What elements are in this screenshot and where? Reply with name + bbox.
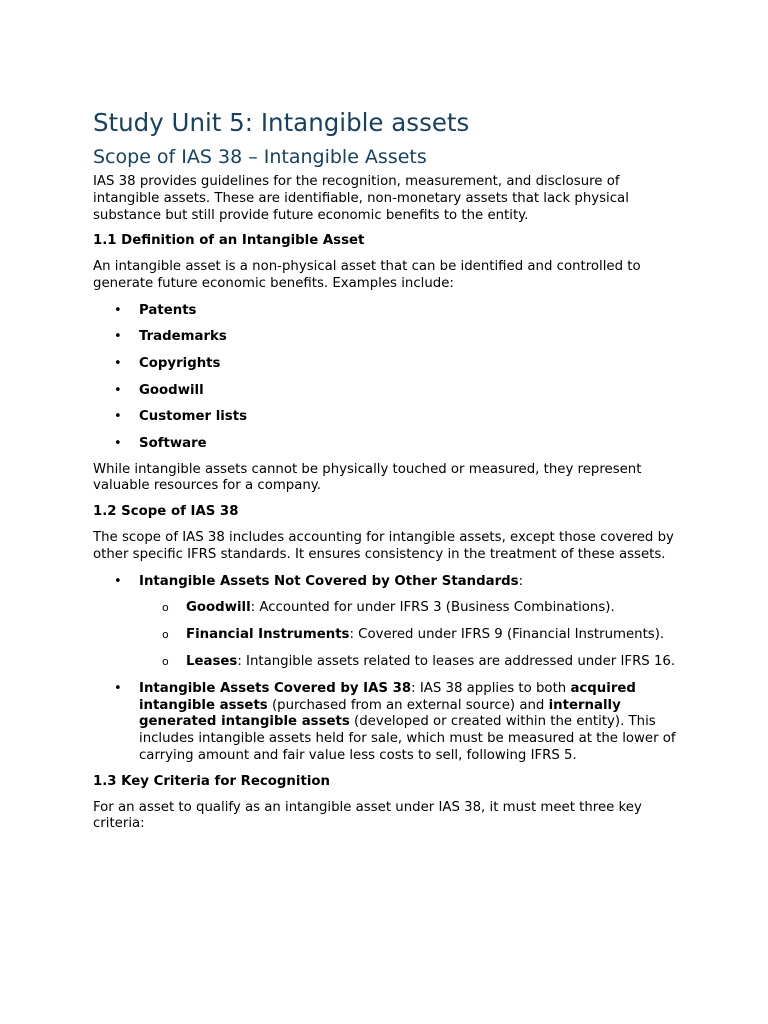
scope-list [93, 574, 683, 765]
closing-paragraph: While intangible assets cannot be physically touched or measured, they represent valuable resources for a company. [93, 461, 642, 494]
section-subtitle: Scope of IAS 38 – Intangible Assets [93, 146, 427, 168]
heading-1-3: 1.3 Key Criteria for Recognition [93, 773, 330, 789]
list-item: • Software [114, 435, 207, 451]
circle-bullet-icon: o [162, 654, 169, 668]
intro-paragraph: IAS 38 provides guidelines for the recognition, measurement, and disclosure of intangible assets. These are identifiable, non-monetary assets that lack physical substance but still provide future economic benefits to the entity. [93, 174, 629, 223]
list-item: • Patents [114, 302, 197, 318]
bullet-icon: • [114, 355, 122, 371]
bullet-icon: • [114, 382, 122, 398]
circle-bullet-icon: o [162, 628, 169, 642]
list-item: • Goodwill [114, 382, 204, 398]
bullet-icon: • [114, 409, 122, 425]
list-item-covered: • Intangible Assets Covered by IAS 38: IAS 38 applies to both acquired intangible assets (purchased from an external source) and internally generated intangible assets (developed or created within the entity). This includes intangible assets held for sale, which must be measured at the lower of carrying amount and fair value less costs to sell, following IFRS 5. [114, 680, 676, 763]
bullet-icon: • [114, 329, 122, 345]
document-body [93, 108, 683, 833]
list-item: • Copyrights [114, 355, 221, 371]
examples-list [93, 303, 683, 453]
circle-bullet-icon: o [162, 601, 169, 615]
page-title: Study Unit 5: Intangible assets [93, 108, 470, 137]
list-item: • Customer lists [114, 409, 247, 425]
sub-list-item: o Financial Instruments: Covered under IFRS 9 (Financial Instruments). [162, 627, 665, 643]
sub-list-item: o Goodwill: Accounted for under IFRS 3 (Business Combinations). [162, 600, 615, 616]
definition-paragraph: An intangible asset is a non-physical asset that can be identified and controlled to generate future economic benefits. Examples include: [93, 259, 641, 291]
heading-1-2: 1.2 Scope of IAS 38 [93, 504, 239, 520]
list-item: • Trademarks [114, 329, 227, 345]
bullet-icon: • [114, 680, 122, 696]
scope-paragraph: The scope of IAS 38 includes accounting for intangible assets, except those covered by other specific IFRS standards. It ensures consistency in the treatment of these assets. [93, 529, 674, 562]
bullet-icon: • [114, 435, 122, 451]
criteria-paragraph: For an asset to qualify as an intangible asset under IAS 38, it must meet three key criteria: [93, 799, 642, 832]
list-item-not-covered: • Intangible Assets Not Covered by Other Standards: o Goodwill: Accounted for under IFRS 3 (Business Combinations). o Financial Instruments: Covered under IFRS 9 (Financial Instruments). o Leases: Intangible assets related to leases are addressed under IFRS 16. [93, 574, 683, 671]
heading-1-1: 1.1 Definition of an Intangible Asset [93, 233, 365, 249]
excluded-list [139, 600, 683, 670]
bullet-icon: • [114, 302, 122, 318]
bullet-icon: • [114, 573, 122, 589]
sub-list-item: o Leases: Intangible assets related to leases are addressed under IFRS 16. [162, 653, 676, 669]
